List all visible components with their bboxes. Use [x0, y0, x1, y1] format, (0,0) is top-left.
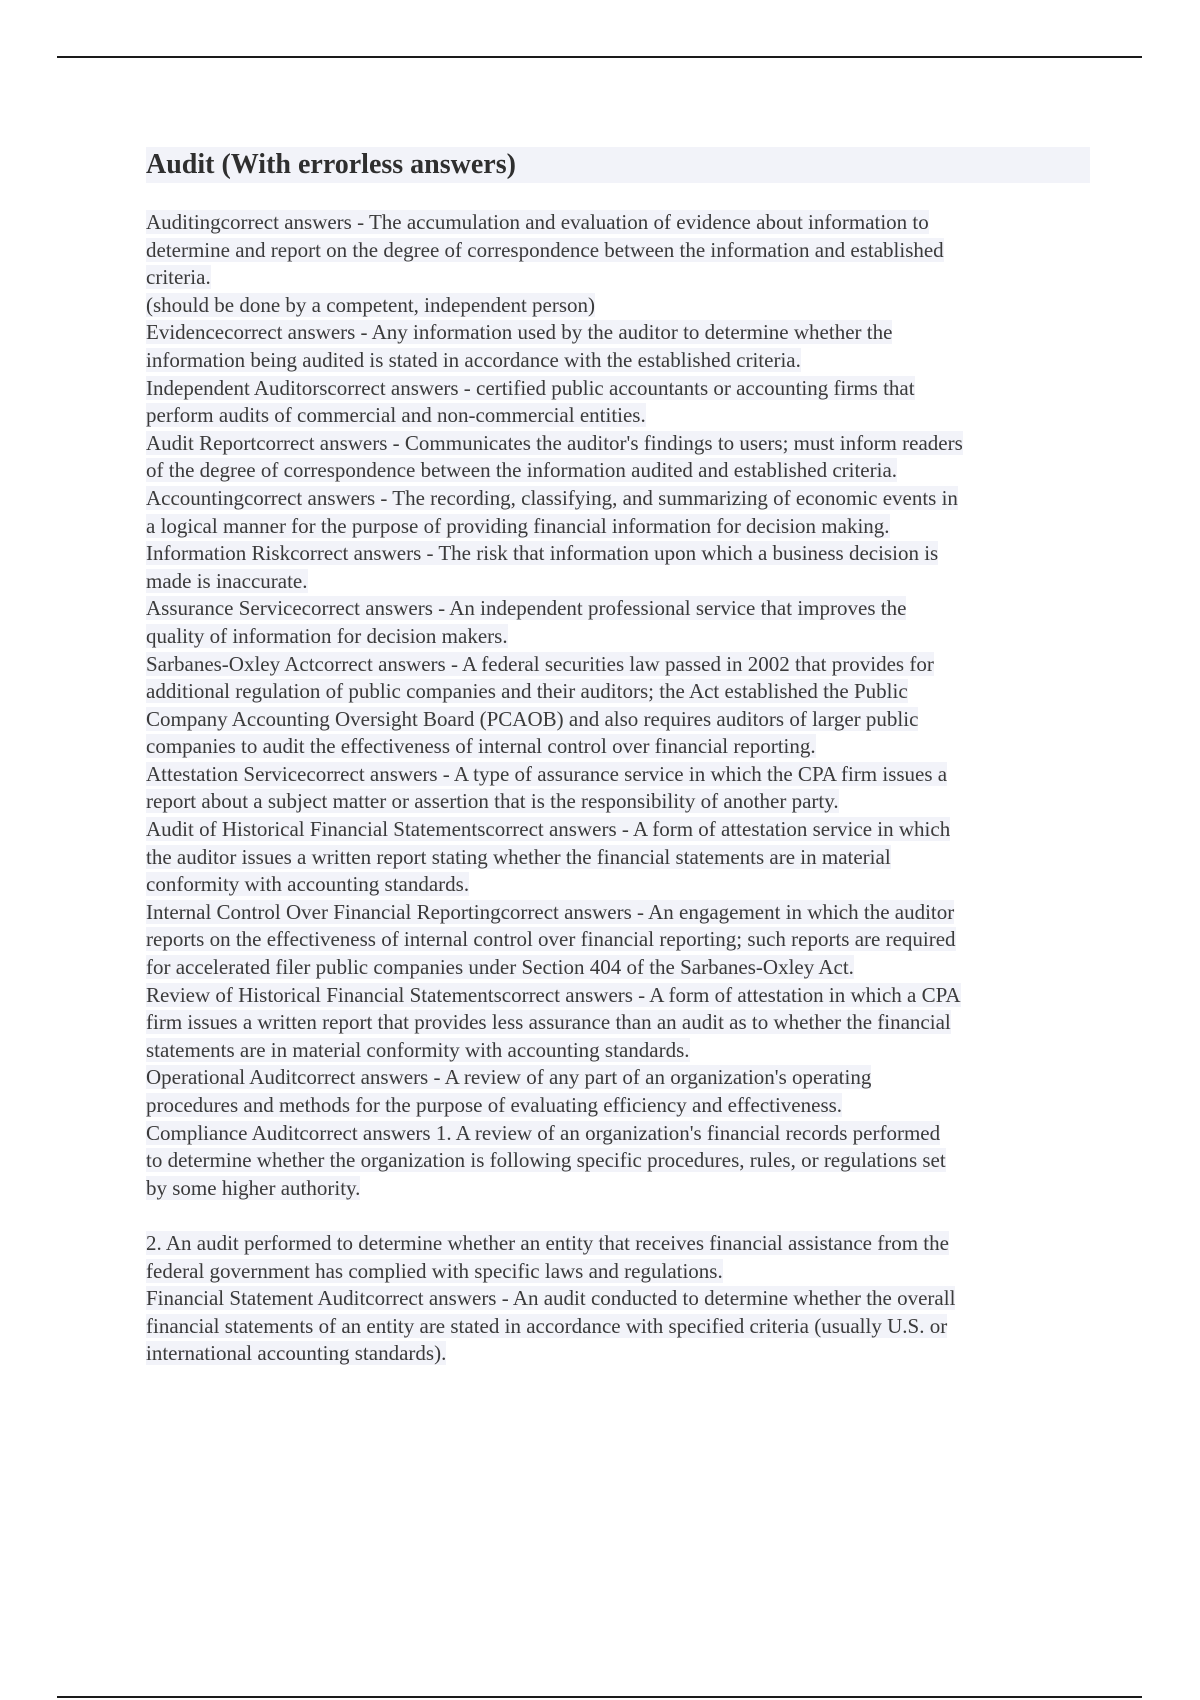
- text-line-content: Financial Statement Auditcorrect answers - An audit conducted to determine whether the overall: [146, 1286, 956, 1311]
- text-line-content: international accounting standards).: [146, 1341, 447, 1366]
- text-line: [146, 1037, 1090, 1065]
- text-line: [146, 513, 1090, 541]
- text-line-content: a logical manner for the purpose of providing financial information for decision making.: [146, 513, 890, 538]
- text-line-content: Sarbanes-Oxley Actcorrect answers - A federal securities law passed in 2002 that provides for: [146, 651, 934, 676]
- text-line: [146, 982, 1090, 1010]
- text-line: [146, 237, 1090, 265]
- text-line: [146, 1285, 1090, 1313]
- text-line: [146, 1340, 1090, 1368]
- text-line-content: Independent Auditorscorrect answers - certified public accountants or accounting firms that: [146, 375, 915, 400]
- text-line: [146, 1258, 1090, 1286]
- bottom-divider: [57, 1696, 1142, 1698]
- text-line-content: additional regulation of public companies and their auditors; the Act established the Public: [146, 679, 908, 704]
- text-line-content: criteria.: [146, 265, 211, 290]
- text-line: [146, 926, 1090, 954]
- document-title: Audit (With errorless answers): [146, 147, 1090, 183]
- text-line: [146, 264, 1090, 292]
- text-line-content: Internal Control Over Financial Reportingcorrect answers - An engagement in which the auditor: [146, 899, 955, 924]
- paragraph-gap: [146, 1202, 1090, 1230]
- text-line: [146, 457, 1090, 485]
- text-line-content: to determine whether the organization is following specific procedures, rules, or regulations set: [146, 1148, 946, 1173]
- text-line: [146, 430, 1090, 458]
- text-line-content: 2. An audit performed to determine whether an entity that receives financial assistance from the: [146, 1230, 949, 1255]
- text-line-content: made is inaccurate.: [146, 568, 308, 593]
- text-line-content: federal government has complied with specific laws and regulations.: [146, 1258, 723, 1283]
- text-line: [146, 816, 1090, 844]
- text-line: [146, 292, 1090, 320]
- text-line-content: financial statements of an entity are stated in accordance with specified criteria (usually U.S. or: [146, 1313, 948, 1338]
- text-line: [146, 844, 1090, 872]
- text-line-content: by some higher authority.: [146, 1175, 361, 1200]
- text-line: [146, 568, 1090, 596]
- text-line-content: statements are in material conformity with accounting standards.: [146, 1037, 690, 1062]
- text-line-content: Assurance Servicecorrect answers - An independent professional service that improves the: [146, 596, 907, 621]
- text-line-content: firm issues a written report that provides less assurance than an audit as to whether the financial: [146, 1010, 951, 1035]
- text-line: [146, 1120, 1090, 1148]
- text-line: [146, 347, 1090, 375]
- text-line-content: Attestation Servicecorrect answers - A type of assurance service in which the CPA firm issues a: [146, 761, 948, 786]
- text-line-content: Evidencecorrect answers - Any information used by the auditor to determine whether the: [146, 320, 893, 345]
- text-line: [146, 485, 1090, 513]
- text-line-content: the auditor issues a written report stating whether the financial statements are in material: [146, 844, 891, 869]
- text-line-content: Compliance Auditcorrect answers 1. A review of an organization's financial records performed: [146, 1120, 941, 1145]
- text-line: [146, 375, 1090, 403]
- text-line: [146, 1147, 1090, 1175]
- text-line: [146, 209, 1090, 237]
- text-line: [146, 788, 1090, 816]
- text-line: [146, 1313, 1090, 1341]
- text-line: [146, 899, 1090, 927]
- text-line-content: Audit Reportcorrect answers - Communicates the auditor's findings to users; must inform readers: [146, 430, 963, 455]
- text-line: [146, 402, 1090, 430]
- document-body: [146, 209, 1090, 1368]
- text-line: [146, 1175, 1090, 1203]
- text-line-content: quality of information for decision makers.: [146, 623, 508, 648]
- text-line-content: for accelerated filer public companies under Section 404 of the Sarbanes-Oxley Act.: [146, 955, 854, 980]
- text-line: [146, 706, 1090, 734]
- document-content: [146, 147, 1090, 1368]
- text-line-content: (should be done by a competent, independent person): [146, 292, 596, 317]
- top-divider: [57, 56, 1142, 58]
- text-line: [146, 1230, 1090, 1258]
- text-line: [146, 871, 1090, 899]
- text-line-content: Information Riskcorrect answers - The risk that information upon which a business decision is: [146, 541, 939, 566]
- text-line-content: reports on the effectiveness of internal control over financial reporting; such reports are required: [146, 927, 956, 952]
- text-line-content: conformity with accounting standards.: [146, 872, 470, 897]
- text-line: [146, 319, 1090, 347]
- text-line: [146, 595, 1090, 623]
- text-line: [146, 733, 1090, 761]
- text-line: [146, 954, 1090, 982]
- text-line-content: of the degree of correspondence between the information audited and established criteria.: [146, 458, 898, 483]
- text-line-content: Auditingcorrect answers - The accumulation and evaluation of evidence about information to: [146, 210, 929, 234]
- text-line-content: Company Accounting Oversight Board (PCAOB) and also requires auditors of larger public: [146, 706, 919, 731]
- text-line: [146, 1064, 1090, 1092]
- text-line: [146, 623, 1090, 651]
- text-line: [146, 761, 1090, 789]
- text-line-content: Accountingcorrect answers - The recording, classifying, and summarizing of economic events in: [146, 485, 958, 510]
- text-line-content: Audit of Historical Financial Statementscorrect answers - A form of attestation service in which: [146, 817, 951, 842]
- text-line: [146, 540, 1090, 568]
- text-line: [146, 1092, 1090, 1120]
- text-line-content: Operational Auditcorrect answers - A review of any part of an organization's operating: [146, 1065, 872, 1090]
- text-line-content: determine and report on the degree of correspondence between the information and established: [146, 237, 944, 262]
- text-line-content: report about a subject matter or assertion that is the responsibility of another party.: [146, 789, 839, 814]
- text-line: [146, 1009, 1090, 1037]
- text-line-content: Review of Historical Financial Statementscorrect answers - A form of attestation in which a CPA: [146, 982, 961, 1007]
- text-line: [146, 651, 1090, 679]
- text-line-content: companies to audit the effectiveness of internal control over financial reporting.: [146, 734, 816, 759]
- text-line-content: procedures and methods for the purpose of evaluating efficiency and effectiveness.: [146, 1093, 843, 1117]
- text-line-content: perform audits of commercial and non-commercial entities.: [146, 403, 646, 428]
- text-line-content: information being audited is stated in accordance with the established criteria.: [146, 347, 801, 372]
- text-line: [146, 678, 1090, 706]
